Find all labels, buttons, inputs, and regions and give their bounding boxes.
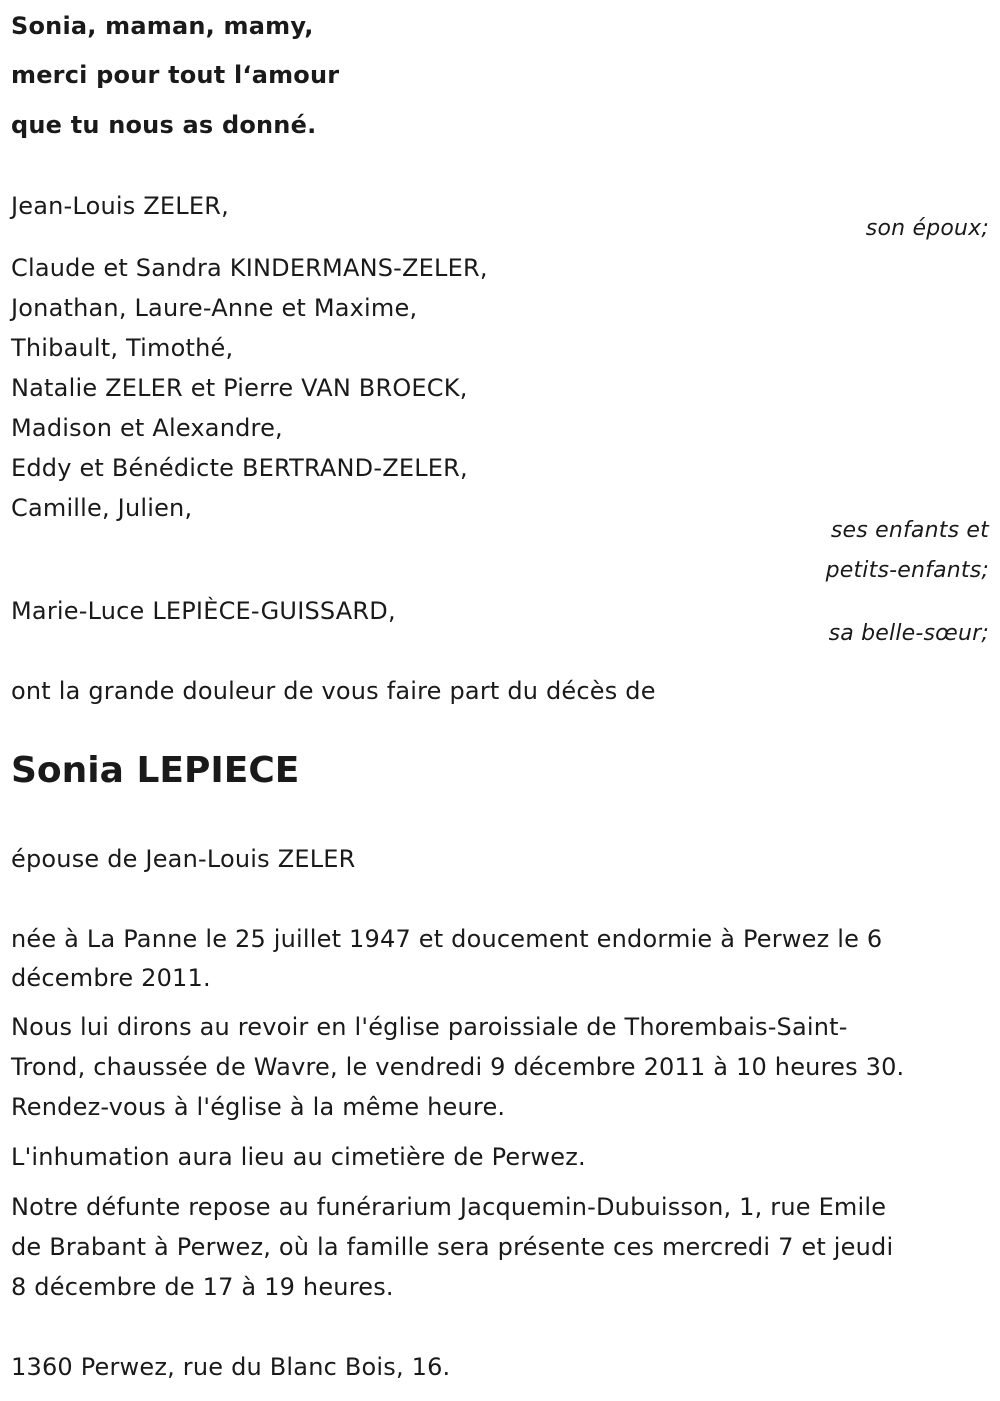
ceremony-line-2: Trond, chaussée de Wavre, le vendredi 9 décembre 2011 à 10 heures 30. xyxy=(11,1053,905,1081)
viewing-line-2: de Brabant à Perwez, où la famille sera présente ces mercredi 7 et jeudi xyxy=(11,1233,894,1261)
children-line-2: Jonathan, Laure-Anne et Maxime, xyxy=(11,294,418,322)
ceremony-line-1: Nous lui dirons au revoir en l'église paroissiale de Thorembais-Saint- xyxy=(11,1013,848,1041)
viewing-line-3: 8 décembre de 17 à 19 heures. xyxy=(11,1273,394,1301)
announcement: ont la grande douleur de vous faire part du décès de xyxy=(11,677,656,705)
children-line-5: Madison et Alexandre, xyxy=(11,414,283,442)
children-role-line-2: petits-enfants; xyxy=(825,558,989,583)
children-line-1: Claude et Sandra KINDERMANS-ZELER, xyxy=(11,254,488,282)
children-role-line-1: ses enfants et xyxy=(830,518,989,543)
birth-death-line-1: née à La Panne le 25 juillet 1947 et doucement endormie à Perwez le 6 xyxy=(11,925,883,953)
epigraph-line-1: Sonia, maman, mamy, xyxy=(11,12,314,40)
sister-in-law-role: sa belle-sœur; xyxy=(828,621,989,646)
children-line-6: Eddy et Bénédicte BERTRAND-ZELER, xyxy=(11,454,468,482)
birth-death-line-2: décembre 2011. xyxy=(11,964,211,992)
burial: L'inhumation aura lieu au cimetière de Perwez. xyxy=(11,1143,586,1171)
spouse-of: épouse de Jean-Louis ZELER xyxy=(11,845,356,873)
children-line-7: Camille, Julien, xyxy=(11,494,193,522)
spouse-name: Jean-Louis ZELER, xyxy=(11,192,229,220)
sister-in-law-name: Marie-Luce LEPIÈCE-GUISSARD, xyxy=(11,597,396,625)
address: 1360 Perwez, rue du Blanc Bois, 16. xyxy=(11,1353,451,1381)
children-line-3: Thibault, Timothé, xyxy=(11,334,234,362)
children-line-4: Natalie ZELER et Pierre VAN BROECK, xyxy=(11,374,468,402)
viewing-line-1: Notre défunte repose au funérarium Jacquemin-Dubuisson, 1, rue Emile xyxy=(11,1193,887,1221)
ceremony-line-3: Rendez-vous à l'église à la même heure. xyxy=(11,1093,506,1121)
epigraph-line-2: merci pour tout l‘amour xyxy=(11,61,340,89)
deceased-name: Sonia LEPIECE xyxy=(11,750,300,791)
epigraph-line-3: que tu nous as donné. xyxy=(11,111,317,139)
spouse-role: son époux; xyxy=(865,216,989,241)
